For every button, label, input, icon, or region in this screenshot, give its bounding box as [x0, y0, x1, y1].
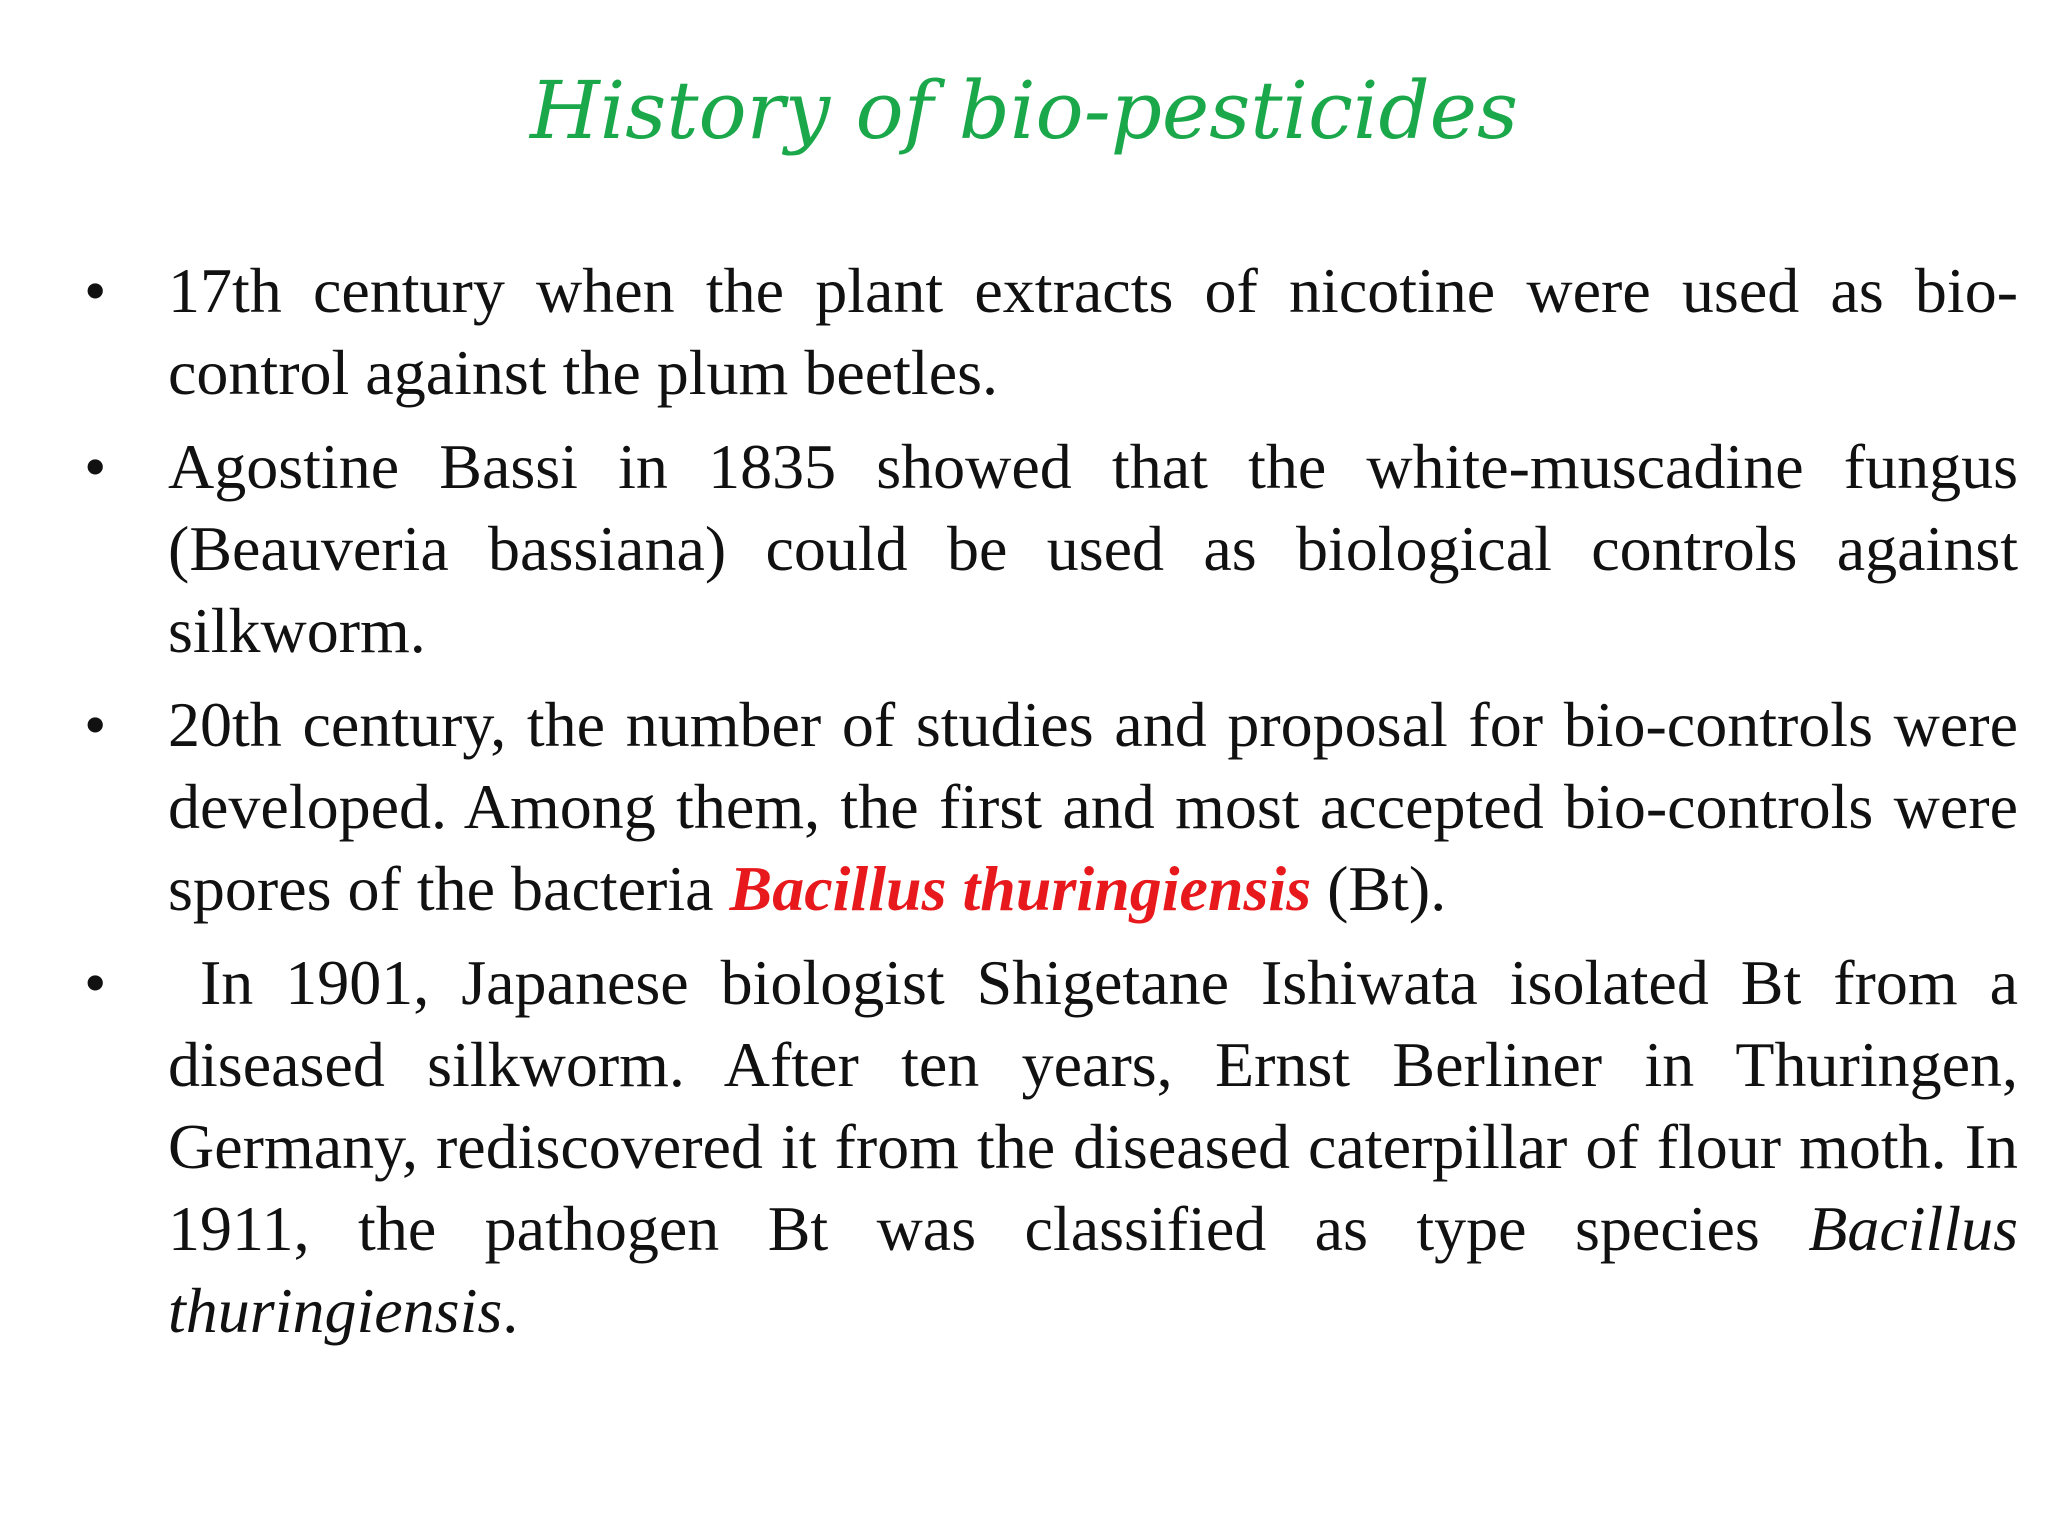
- bullet-dot-icon: •: [84, 947, 107, 1018]
- bullet-item-1: [80, 250, 2018, 414]
- bullet-item-3: [80, 684, 2018, 930]
- bullet-text: 20th century, the number of studies and proposal for bio-controls were developed. Among them, the first and most accepted bio-controls were spores of the bacteria: [168, 689, 2018, 924]
- bullet-text: Agostine Bassi in 1835 showed that the white-muscadine fungus (Beauveria bassiana) could be used as biological controls against silkworm.: [168, 431, 2018, 666]
- highlighted-species-name: Bacillus thuringiensis: [729, 853, 1312, 924]
- bullet-text-end: .: [502, 1275, 519, 1346]
- bullet-text-end: (Bt).: [1311, 853, 1447, 924]
- bullet-text: In 1901, Japanese biologist Shigetane Ishiwata isolated Bt from a diseased silkworm. After ten years, Ernst Berliner in Thuringen, Germany, rediscovered it from the diseased caterpillar of flour moth. In 1911, the pathogen Bt was classified as type species: [168, 947, 2034, 1264]
- bullet-dot-icon: •: [84, 255, 107, 326]
- slide-title: History of bio-pesticides: [529, 64, 1519, 157]
- bullet-text: 17th century when the plant extracts of nicotine were used as bio-control against the plum beetles.: [168, 255, 2018, 408]
- bullet-list: [80, 250, 2034, 1364]
- bullet-dot-icon: •: [84, 431, 107, 502]
- bullet-dot-icon: •: [84, 689, 107, 760]
- bullet-item-4: [80, 942, 2034, 1352]
- bullet-item-2: [80, 426, 2018, 672]
- italic-species-name: Bacillus thuringiensis: [168, 1193, 2018, 1346]
